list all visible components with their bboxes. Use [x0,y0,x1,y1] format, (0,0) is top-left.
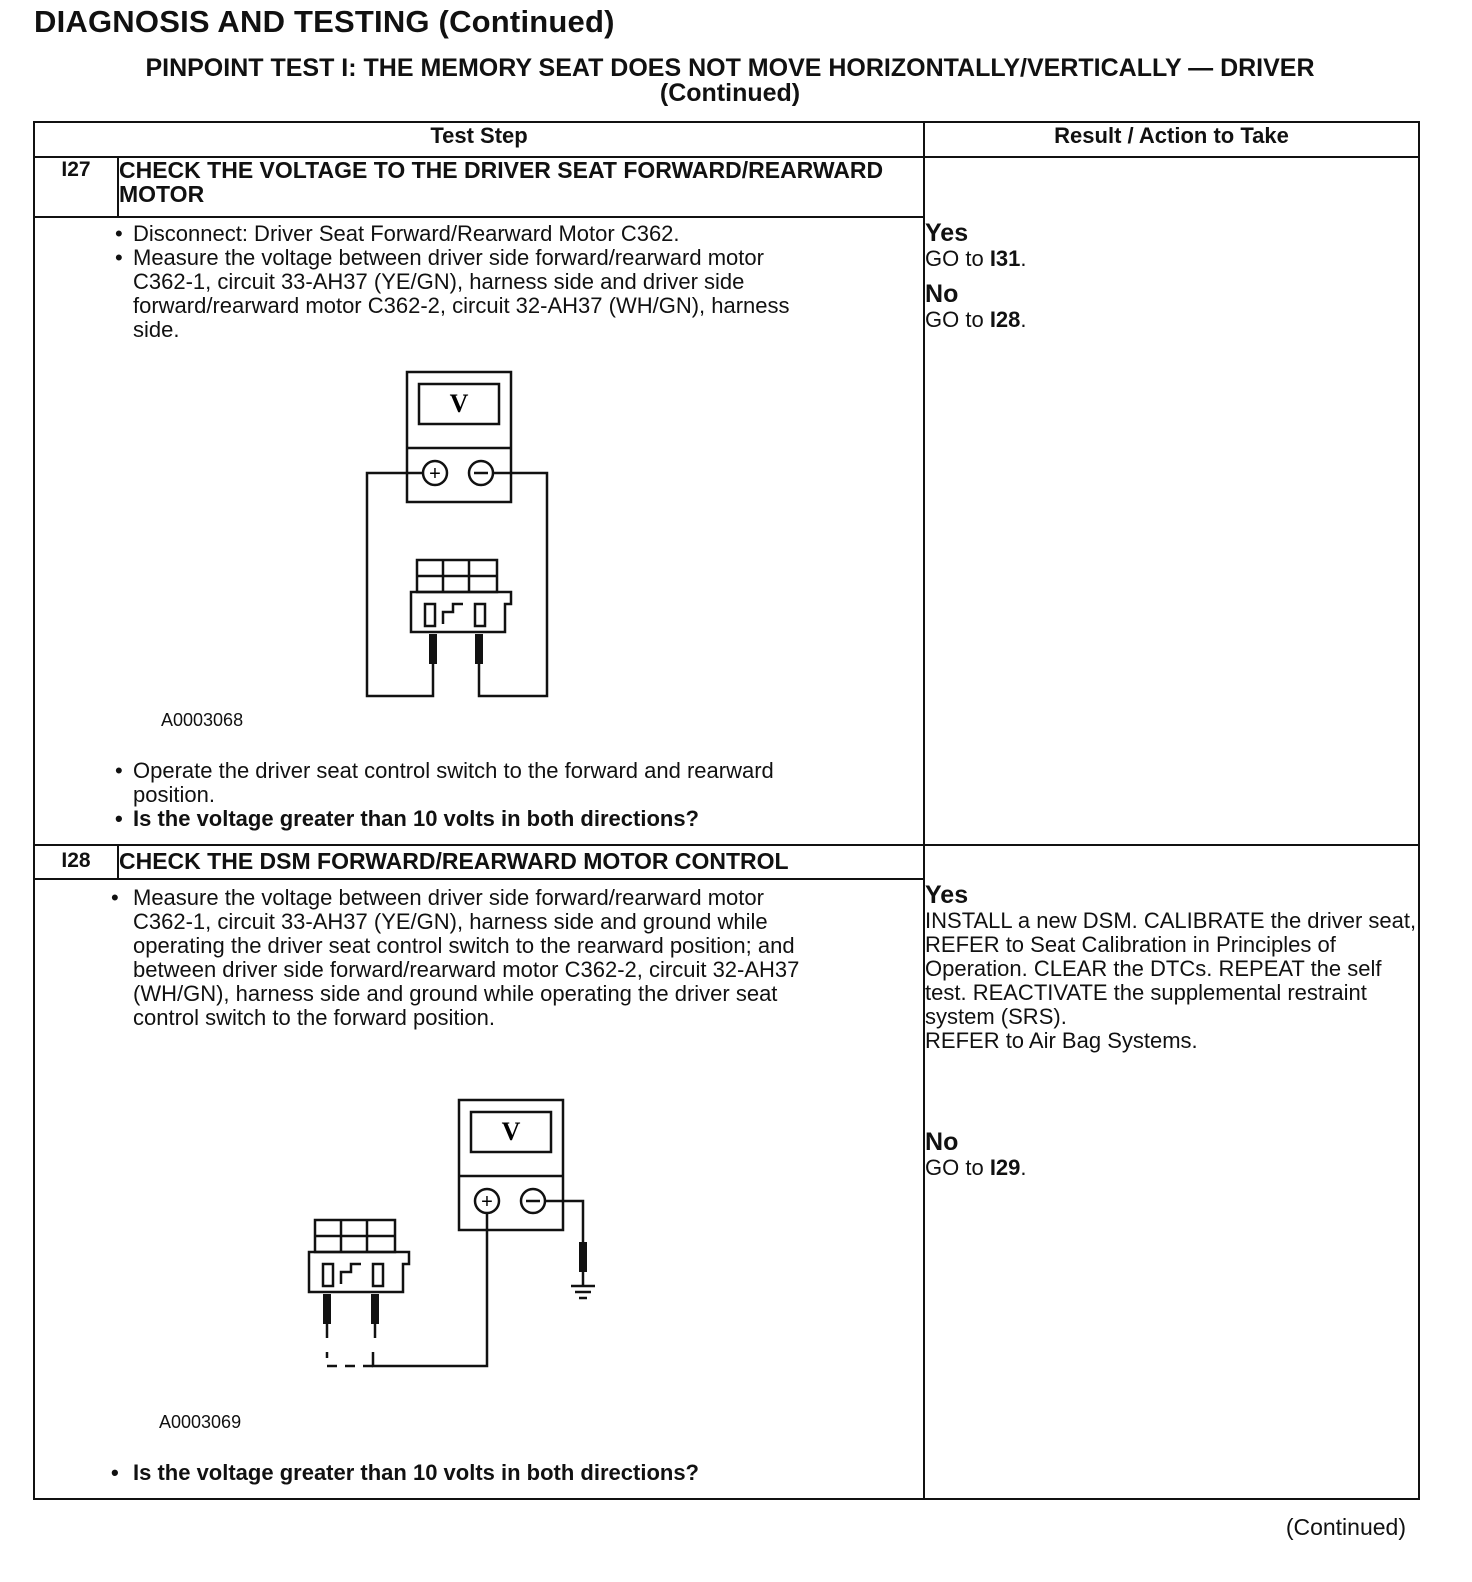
list-item: • Measure the voltage between driver side forward/rearward motor C362-1, circuit 33-AH37 (YE/GN), harness side and driver side forward/rearward motor C362-2, circuit 32-AH37 (WH/GN), harness side. [101,246,801,342]
step-I28-header-row [34,845,1419,879]
step-I28-no-target: I29 [989,1155,1021,1180]
step-I28-yes-action: INSTALL a new DSM. CALIBRATE the driver seat, REFER to Seat Calibration in Principles of Operation. CLEAR the DTCs. REPEAT the self test. REACTIVATE the supplemental restraint system (SRS). [925,908,1417,1029]
step-I27-body [34,217,924,845]
probe-tip [429,634,437,664]
pinpoint-test-title-line2: (Continued) [659,79,801,107]
figure-id: A0003068 [161,710,244,730]
connector-pin [425,604,435,626]
pinpoint-test-table [33,121,1420,1500]
pinpoint-test-title-line1: PINPOINT TEST I: THE MEMORY SEAT DOES NOT MOVE HORIZONTALLY/VERTICALLY — DRIVER [145,54,1315,82]
connector-pin [475,604,485,626]
column-header-result: Result / Action to Take [924,122,1419,157]
step-I28-number: I28 [34,845,118,879]
step-I27-no-target: I28 [989,307,1021,332]
step-I27-yes-prefix: GO to [925,246,990,271]
step-I27-instructions-after [101,759,801,831]
list-item: • Disconnect: Driver Seat Forward/Rearward Motor C362. [101,222,801,246]
page-title: DIAGNOSIS AND TESTING (Continued) [34,4,615,39]
negative-lead-wire [479,473,547,696]
connector-pin [323,1264,333,1286]
step-I28-no-label: No [925,1128,959,1156]
step-I27-number: I27 [34,157,118,217]
step-I28-yes-refer: REFER to Air Bag Systems. [925,1028,1198,1053]
step-I27-result [924,157,1419,845]
step-I27-no-label: No [925,280,959,308]
step-I28-body [34,879,924,1499]
column-header-test-step: Test Step [34,122,924,157]
table-header-row [34,122,1419,157]
pinpoint-test-title [40,56,1420,106]
step-I28-instructions [97,886,817,1030]
step-I27-title: CHECK THE VOLTAGE TO THE DRIVER SEAT FORWARD/REARWARD MOTOR [118,157,924,217]
open-lead-wire [327,1352,373,1366]
step-I28-no-prefix: GO to [925,1155,990,1180]
step-I28-voltmeter-diagram [35,1042,835,1422]
plus-sign: + [429,463,441,485]
step-I28-yes-label: Yes [925,881,969,909]
connector-key-icon [341,1264,361,1284]
step-I27-header-row [34,157,1419,217]
probe-tip [323,1294,331,1324]
step-I27-no-action: GO to I28. [925,307,1027,332]
step-I27-instructions [101,222,801,342]
step-I28-question: • Is the voltage greater than 10 volts in both directions? [97,1461,817,1485]
figure-id: A0003069 [159,1412,242,1432]
positive-lead-wire [367,473,433,696]
step-I27-voltmeter-diagram [35,342,835,722]
step-I28-result [924,845,1419,1499]
step-I27-yes-label: Yes [925,219,969,247]
step-I28-no-action: GO to I29. [925,1155,1027,1180]
plus-sign: + [481,1191,493,1213]
page-footer-continued: (Continued) [1285,1514,1406,1540]
step-I28-question-list [97,1461,817,1485]
step-I27-no-prefix: GO to [925,307,990,332]
list-item: • Measure the voltage between driver side forward/rearward motor C362-1, circuit 33-AH37 (YE/GN), harness side and ground while operating the driver seat control switch to the rearward position; and between driver side forward/rearward motor C362-2, circuit 32-AH37 (WH/GN), harness side and ground while operating the driver seat control switch to the forward position. [97,886,817,1030]
connector-pin [373,1264,383,1286]
ground-probe-tip [579,1242,587,1272]
step-I27-question: • Is the voltage greater than 10 volts in both directions? [101,807,801,831]
voltmeter-label: V [501,1117,521,1146]
connector-key-icon [443,604,463,624]
probe-tip [371,1294,379,1324]
step-I27-yes-target: I31 [989,246,1021,271]
probe-tip [475,634,483,664]
voltmeter-label: V [449,389,469,418]
step-I27-yes-action: GO to I31. [925,246,1027,271]
list-item: • Operate the driver seat control switch to the forward and rearward position. [101,759,801,807]
step-I28-title: CHECK THE DSM FORWARD/REARWARD MOTOR CONTROL [118,845,924,879]
